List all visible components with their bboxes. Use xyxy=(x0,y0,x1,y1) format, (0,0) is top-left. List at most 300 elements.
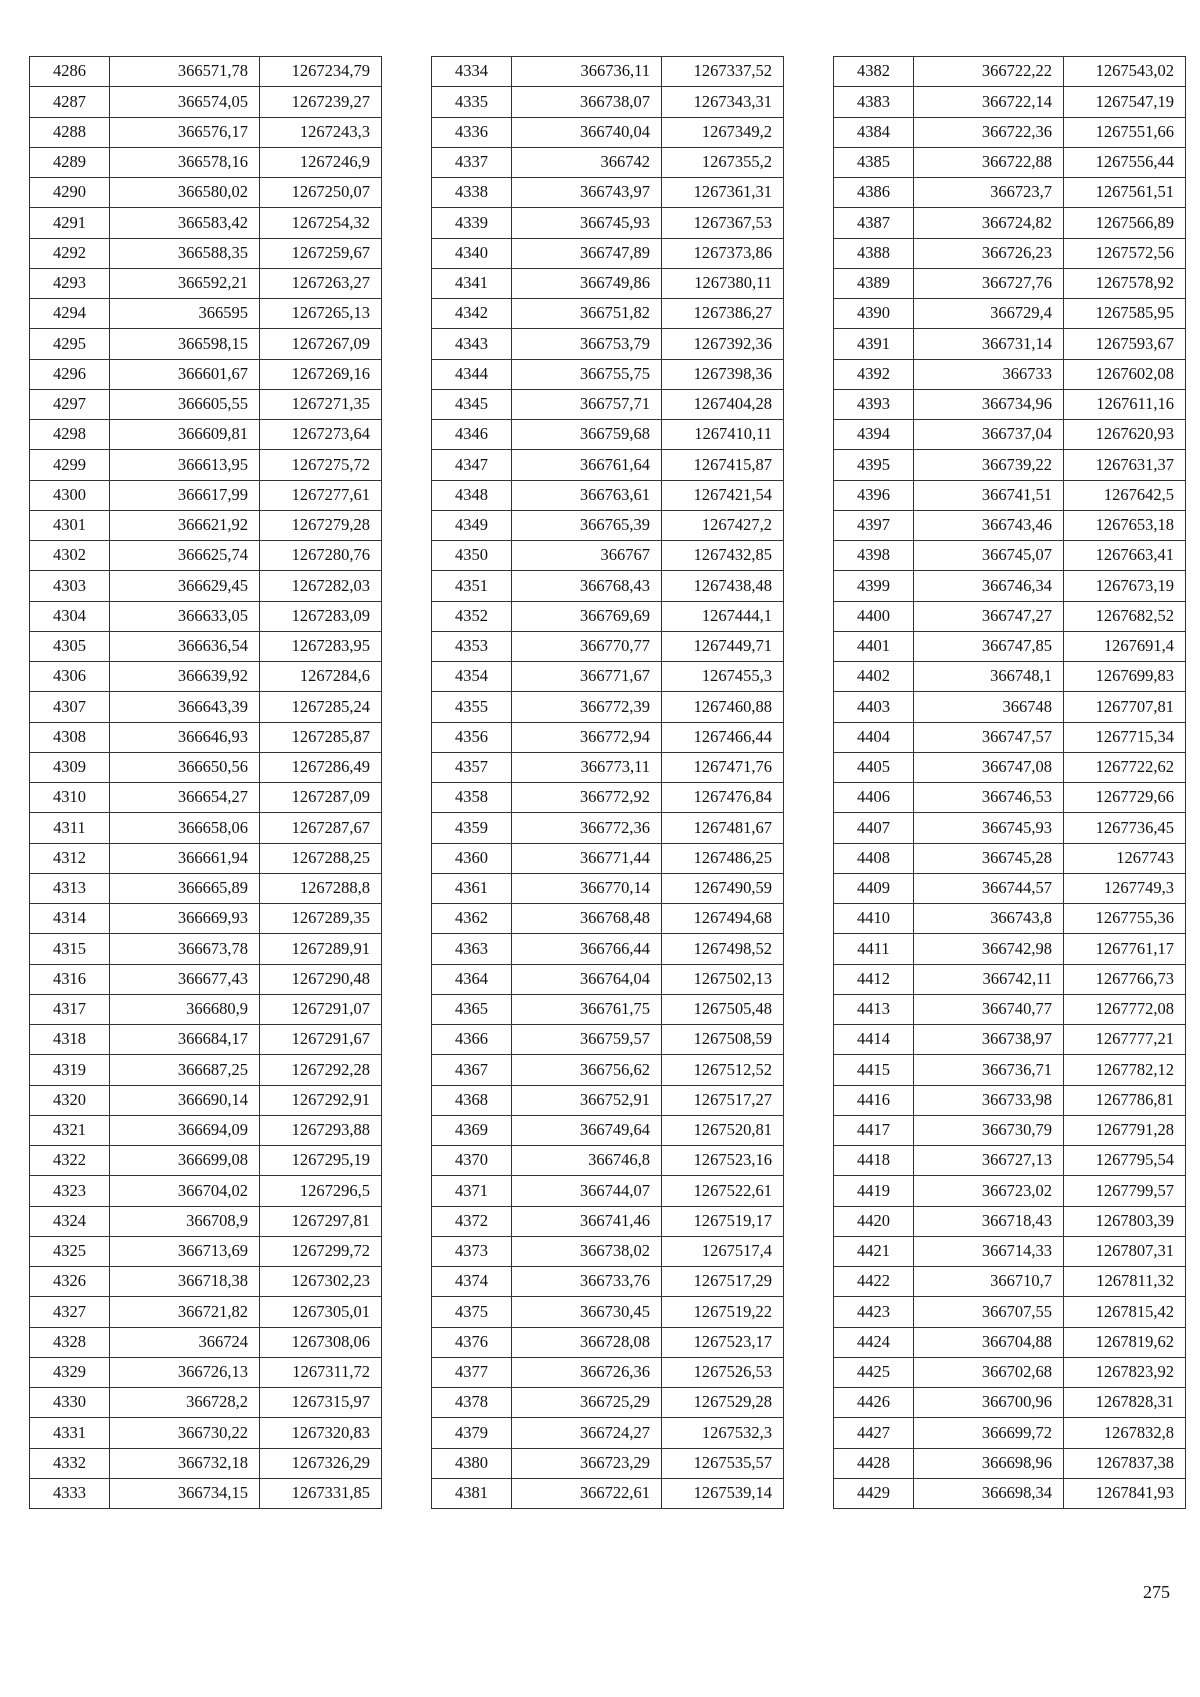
table-row xyxy=(834,571,1186,601)
y-coordinate-cell: 1267736,45 xyxy=(1064,813,1186,843)
x-coordinate-cell: 366767 xyxy=(512,541,662,571)
y-coordinate-cell: 1267520,81 xyxy=(662,1115,784,1145)
y-coordinate-cell: 1267578,92 xyxy=(1064,268,1186,298)
x-coordinate-cell: 366576,17 xyxy=(110,117,260,147)
table-row xyxy=(30,329,382,359)
y-coordinate-cell: 1267277,61 xyxy=(260,480,382,510)
y-coordinate-cell: 1267243,3 xyxy=(260,117,382,147)
x-coordinate-cell: 366677,43 xyxy=(110,964,260,994)
table-row xyxy=(834,1297,1186,1327)
table-row xyxy=(30,1085,382,1115)
x-coordinate-cell: 366731,14 xyxy=(914,329,1064,359)
x-coordinate-cell: 366738,07 xyxy=(512,87,662,117)
x-coordinate-cell: 366756,62 xyxy=(512,1055,662,1085)
table-row xyxy=(834,601,1186,631)
table-row xyxy=(432,692,784,722)
point-number-cell: 4345 xyxy=(432,389,512,419)
table-row xyxy=(834,480,1186,510)
x-coordinate-cell: 366738,02 xyxy=(512,1236,662,1266)
x-coordinate-cell: 366636,54 xyxy=(110,631,260,661)
point-number-cell: 4306 xyxy=(30,662,110,692)
table-row xyxy=(30,450,382,480)
point-number-cell: 4378 xyxy=(432,1388,512,1418)
point-number-cell: 4419 xyxy=(834,1176,914,1206)
point-number-cell: 4325 xyxy=(30,1236,110,1266)
point-number-cell: 4332 xyxy=(30,1448,110,1478)
table-row xyxy=(30,662,382,692)
y-coordinate-cell: 1267292,28 xyxy=(260,1055,382,1085)
y-coordinate-cell: 1267254,32 xyxy=(260,208,382,238)
point-number-cell: 4370 xyxy=(432,1146,512,1176)
point-number-cell: 4321 xyxy=(30,1115,110,1145)
table-row xyxy=(432,57,784,87)
table-row xyxy=(30,994,382,1024)
table-row xyxy=(30,1327,382,1357)
x-coordinate-cell: 366699,08 xyxy=(110,1146,260,1176)
x-coordinate-cell: 366724 xyxy=(110,1327,260,1357)
point-number-cell: 4388 xyxy=(834,238,914,268)
x-coordinate-cell: 366743,97 xyxy=(512,178,662,208)
table-row xyxy=(834,631,1186,661)
y-coordinate-cell: 1267275,72 xyxy=(260,450,382,480)
x-coordinate-cell: 366752,91 xyxy=(512,1085,662,1115)
point-number-cell: 4380 xyxy=(432,1448,512,1478)
x-coordinate-cell: 366730,79 xyxy=(914,1115,1064,1145)
x-coordinate-cell: 366661,94 xyxy=(110,843,260,873)
y-coordinate-cell: 1267593,67 xyxy=(1064,329,1186,359)
point-number-cell: 4403 xyxy=(834,692,914,722)
table-row xyxy=(432,1388,784,1418)
x-coordinate-cell: 366588,35 xyxy=(110,238,260,268)
table-row xyxy=(834,783,1186,813)
point-number-cell: 4398 xyxy=(834,541,914,571)
point-number-cell: 4422 xyxy=(834,1267,914,1297)
point-number-cell: 4313 xyxy=(30,873,110,903)
table-row xyxy=(432,843,784,873)
y-coordinate-cell: 1267523,17 xyxy=(662,1327,784,1357)
y-coordinate-cell: 1267308,06 xyxy=(260,1327,382,1357)
x-coordinate-cell: 366722,61 xyxy=(512,1478,662,1508)
point-number-cell: 4379 xyxy=(432,1418,512,1448)
y-coordinate-cell: 1267561,51 xyxy=(1064,178,1186,208)
table-row xyxy=(834,813,1186,843)
table-row xyxy=(834,692,1186,722)
table-row xyxy=(30,1115,382,1145)
table-row xyxy=(30,57,382,87)
point-number-cell: 4371 xyxy=(432,1176,512,1206)
point-number-cell: 4353 xyxy=(432,631,512,661)
table-row xyxy=(30,299,382,329)
y-coordinate-cell: 1267343,31 xyxy=(662,87,784,117)
x-coordinate-cell: 366755,75 xyxy=(512,359,662,389)
point-number-cell: 4372 xyxy=(432,1206,512,1236)
y-coordinate-cell: 1267707,81 xyxy=(1064,692,1186,722)
x-coordinate-cell: 366759,57 xyxy=(512,1025,662,1055)
y-coordinate-cell: 1267421,54 xyxy=(662,480,784,510)
table-row xyxy=(30,147,382,177)
x-coordinate-cell: 366583,42 xyxy=(110,208,260,238)
point-number-cell: 4293 xyxy=(30,268,110,298)
table-row xyxy=(432,329,784,359)
y-coordinate-cell: 1267367,53 xyxy=(662,208,784,238)
point-number-cell: 4358 xyxy=(432,783,512,813)
point-number-cell: 4406 xyxy=(834,783,914,813)
point-number-cell: 4366 xyxy=(432,1025,512,1055)
x-coordinate-cell: 366768,48 xyxy=(512,904,662,934)
y-coordinate-cell: 1267532,3 xyxy=(662,1418,784,1448)
x-coordinate-cell: 366725,29 xyxy=(512,1388,662,1418)
table-row xyxy=(432,480,784,510)
point-number-cell: 4301 xyxy=(30,510,110,540)
x-coordinate-cell: 366745,28 xyxy=(914,843,1064,873)
x-coordinate-cell: 366728,08 xyxy=(512,1327,662,1357)
y-coordinate-cell: 1267287,09 xyxy=(260,783,382,813)
y-coordinate-cell: 1267410,11 xyxy=(662,420,784,450)
point-number-cell: 4335 xyxy=(432,87,512,117)
y-coordinate-cell: 1267476,84 xyxy=(662,783,784,813)
y-coordinate-cell: 1267432,85 xyxy=(662,541,784,571)
y-coordinate-cell: 1267673,19 xyxy=(1064,571,1186,601)
table-row xyxy=(432,1055,784,1085)
point-number-cell: 4356 xyxy=(432,722,512,752)
x-coordinate-cell: 366734,96 xyxy=(914,389,1064,419)
y-coordinate-cell: 1267471,76 xyxy=(662,752,784,782)
y-coordinate-cell: 1267267,09 xyxy=(260,329,382,359)
y-coordinate-cell: 1267288,25 xyxy=(260,843,382,873)
point-number-cell: 4394 xyxy=(834,420,914,450)
point-number-cell: 4286 xyxy=(30,57,110,87)
x-coordinate-cell: 366746,34 xyxy=(914,571,1064,601)
point-number-cell: 4396 xyxy=(834,480,914,510)
point-number-cell: 4296 xyxy=(30,359,110,389)
point-number-cell: 4374 xyxy=(432,1267,512,1297)
y-coordinate-cell: 1267766,73 xyxy=(1064,964,1186,994)
table-row xyxy=(30,389,382,419)
table-row xyxy=(834,1448,1186,1478)
y-coordinate-cell: 1267292,91 xyxy=(260,1085,382,1115)
x-coordinate-cell: 366673,78 xyxy=(110,934,260,964)
x-coordinate-cell: 366773,11 xyxy=(512,752,662,782)
point-number-cell: 4376 xyxy=(432,1327,512,1357)
x-coordinate-cell: 366771,44 xyxy=(512,843,662,873)
x-coordinate-cell: 366665,89 xyxy=(110,873,260,903)
table-row xyxy=(834,994,1186,1024)
y-coordinate-cell: 1267326,29 xyxy=(260,1448,382,1478)
point-number-cell: 4392 xyxy=(834,359,914,389)
y-coordinate-cell: 1267490,59 xyxy=(662,873,784,903)
y-coordinate-cell: 1267535,57 xyxy=(662,1448,784,1478)
point-number-cell: 4409 xyxy=(834,873,914,903)
point-number-cell: 4414 xyxy=(834,1025,914,1055)
point-number-cell: 4342 xyxy=(432,299,512,329)
y-coordinate-cell: 1267841,93 xyxy=(1064,1478,1186,1508)
y-coordinate-cell: 1267386,27 xyxy=(662,299,784,329)
table-row xyxy=(834,420,1186,450)
y-coordinate-cell: 1267795,54 xyxy=(1064,1146,1186,1176)
y-coordinate-cell: 1267285,24 xyxy=(260,692,382,722)
point-number-cell: 4377 xyxy=(432,1357,512,1387)
point-number-cell: 4338 xyxy=(432,178,512,208)
point-number-cell: 4428 xyxy=(834,1448,914,1478)
table-row xyxy=(432,571,784,601)
table-row xyxy=(432,1176,784,1206)
y-coordinate-cell: 1267283,95 xyxy=(260,631,382,661)
x-coordinate-cell: 366726,36 xyxy=(512,1357,662,1387)
y-coordinate-cell: 1267566,89 xyxy=(1064,208,1186,238)
table-row xyxy=(30,1236,382,1266)
table-row xyxy=(432,117,784,147)
y-coordinate-cell: 1267271,35 xyxy=(260,389,382,419)
x-coordinate-cell: 366745,93 xyxy=(914,813,1064,843)
x-coordinate-cell: 366707,55 xyxy=(914,1297,1064,1327)
x-coordinate-cell: 366741,51 xyxy=(914,480,1064,510)
x-coordinate-cell: 366684,17 xyxy=(110,1025,260,1055)
x-coordinate-cell: 366742,11 xyxy=(914,964,1064,994)
table-row xyxy=(30,904,382,934)
point-number-cell: 4287 xyxy=(30,87,110,117)
table-row xyxy=(432,994,784,1024)
y-coordinate-cell: 1267355,2 xyxy=(662,147,784,177)
x-coordinate-cell: 366748,1 xyxy=(914,662,1064,692)
table-row xyxy=(432,1085,784,1115)
point-number-cell: 4307 xyxy=(30,692,110,722)
x-coordinate-cell: 366654,27 xyxy=(110,783,260,813)
x-coordinate-cell: 366571,78 xyxy=(110,57,260,87)
x-coordinate-cell: 366729,4 xyxy=(914,299,1064,329)
table-row xyxy=(834,299,1186,329)
y-coordinate-cell: 1267799,57 xyxy=(1064,1176,1186,1206)
y-coordinate-cell: 1267398,36 xyxy=(662,359,784,389)
table-row xyxy=(30,208,382,238)
point-number-cell: 4316 xyxy=(30,964,110,994)
x-coordinate-cell: 366747,57 xyxy=(914,722,1064,752)
x-coordinate-cell: 366700,96 xyxy=(914,1388,1064,1418)
y-coordinate-cell: 1267286,49 xyxy=(260,752,382,782)
point-number-cell: 4295 xyxy=(30,329,110,359)
point-number-cell: 4305 xyxy=(30,631,110,661)
point-number-cell: 4297 xyxy=(30,389,110,419)
y-coordinate-cell: 1267265,13 xyxy=(260,299,382,329)
table-row xyxy=(30,752,382,782)
table-row xyxy=(834,1357,1186,1387)
x-coordinate-cell: 366744,57 xyxy=(914,873,1064,903)
point-number-cell: 4375 xyxy=(432,1297,512,1327)
table-row xyxy=(834,147,1186,177)
y-coordinate-cell: 1267380,11 xyxy=(662,268,784,298)
x-coordinate-cell: 366727,13 xyxy=(914,1146,1064,1176)
point-number-cell: 4355 xyxy=(432,692,512,722)
x-coordinate-cell: 366728,2 xyxy=(110,1388,260,1418)
x-coordinate-cell: 366746,8 xyxy=(512,1146,662,1176)
point-number-cell: 4327 xyxy=(30,1297,110,1327)
point-number-cell: 4333 xyxy=(30,1478,110,1508)
point-number-cell: 4415 xyxy=(834,1055,914,1085)
y-coordinate-cell: 1267803,39 xyxy=(1064,1206,1186,1236)
table-row xyxy=(432,631,784,661)
table-row xyxy=(432,752,784,782)
point-number-cell: 4416 xyxy=(834,1085,914,1115)
x-coordinate-cell: 366613,95 xyxy=(110,450,260,480)
y-coordinate-cell: 1267234,79 xyxy=(260,57,382,87)
y-coordinate-cell: 1267289,35 xyxy=(260,904,382,934)
point-number-cell: 4417 xyxy=(834,1115,914,1145)
table-row xyxy=(834,873,1186,903)
table-row xyxy=(432,601,784,631)
table-row xyxy=(30,934,382,964)
x-coordinate-cell: 366753,79 xyxy=(512,329,662,359)
x-coordinate-cell: 366722,22 xyxy=(914,57,1064,87)
y-coordinate-cell: 1267505,48 xyxy=(662,994,784,1024)
x-coordinate-cell: 366721,82 xyxy=(110,1297,260,1327)
point-number-cell: 4386 xyxy=(834,178,914,208)
table-row xyxy=(432,359,784,389)
table-row xyxy=(834,1085,1186,1115)
y-coordinate-cell: 1267653,18 xyxy=(1064,510,1186,540)
point-number-cell: 4401 xyxy=(834,631,914,661)
x-coordinate-cell: 366770,77 xyxy=(512,631,662,661)
table-row xyxy=(30,541,382,571)
y-coordinate-cell: 1267293,88 xyxy=(260,1115,382,1145)
point-number-cell: 4425 xyxy=(834,1357,914,1387)
point-number-cell: 4309 xyxy=(30,752,110,782)
point-number-cell: 4322 xyxy=(30,1146,110,1176)
point-number-cell: 4334 xyxy=(432,57,512,87)
table-row xyxy=(432,420,784,450)
table-row xyxy=(834,1055,1186,1085)
x-coordinate-cell: 366733,76 xyxy=(512,1267,662,1297)
x-coordinate-cell: 366629,45 xyxy=(110,571,260,601)
x-coordinate-cell: 366751,82 xyxy=(512,299,662,329)
x-coordinate-cell: 366694,09 xyxy=(110,1115,260,1145)
x-coordinate-cell: 366690,14 xyxy=(110,1085,260,1115)
point-number-cell: 4373 xyxy=(432,1236,512,1266)
y-coordinate-cell: 1267761,17 xyxy=(1064,934,1186,964)
y-coordinate-cell: 1267290,48 xyxy=(260,964,382,994)
point-number-cell: 4357 xyxy=(432,752,512,782)
point-number-cell: 4331 xyxy=(30,1418,110,1448)
x-coordinate-cell: 366738,97 xyxy=(914,1025,1064,1055)
table-row xyxy=(30,722,382,752)
x-coordinate-cell: 366772,94 xyxy=(512,722,662,752)
x-coordinate-cell: 366737,04 xyxy=(914,420,1064,450)
y-coordinate-cell: 1267486,25 xyxy=(662,843,784,873)
table-row xyxy=(432,299,784,329)
x-coordinate-cell: 366739,22 xyxy=(914,450,1064,480)
x-coordinate-cell: 366761,75 xyxy=(512,994,662,1024)
table-row xyxy=(834,843,1186,873)
point-number-cell: 4411 xyxy=(834,934,914,964)
table-row xyxy=(834,1478,1186,1508)
point-number-cell: 4424 xyxy=(834,1327,914,1357)
x-coordinate-cell: 366617,99 xyxy=(110,480,260,510)
x-coordinate-cell: 366714,33 xyxy=(914,1236,1064,1266)
x-coordinate-cell: 366702,68 xyxy=(914,1357,1064,1387)
point-number-cell: 4330 xyxy=(30,1388,110,1418)
y-coordinate-cell: 1267749,3 xyxy=(1064,873,1186,903)
x-coordinate-cell: 366578,16 xyxy=(110,147,260,177)
point-number-cell: 4418 xyxy=(834,1146,914,1176)
point-number-cell: 4294 xyxy=(30,299,110,329)
point-number-cell: 4320 xyxy=(30,1085,110,1115)
point-number-cell: 4429 xyxy=(834,1478,914,1508)
x-coordinate-cell: 366772,39 xyxy=(512,692,662,722)
x-coordinate-cell: 366609,81 xyxy=(110,420,260,450)
y-coordinate-cell: 1267297,81 xyxy=(260,1206,382,1236)
table-row xyxy=(432,722,784,752)
x-coordinate-cell: 366704,02 xyxy=(110,1176,260,1206)
y-coordinate-cell: 1267722,62 xyxy=(1064,752,1186,782)
point-number-cell: 4351 xyxy=(432,571,512,601)
y-coordinate-cell: 1267455,3 xyxy=(662,662,784,692)
table-row xyxy=(30,813,382,843)
x-coordinate-cell: 366718,38 xyxy=(110,1267,260,1297)
point-number-cell: 4399 xyxy=(834,571,914,601)
point-number-cell: 4393 xyxy=(834,389,914,419)
point-number-cell: 4323 xyxy=(30,1176,110,1206)
table-row xyxy=(834,57,1186,87)
x-coordinate-cell: 366650,56 xyxy=(110,752,260,782)
x-coordinate-cell: 366723,29 xyxy=(512,1448,662,1478)
x-coordinate-cell: 366772,92 xyxy=(512,783,662,813)
y-coordinate-cell: 1267772,08 xyxy=(1064,994,1186,1024)
table-row xyxy=(432,510,784,540)
y-coordinate-cell: 1267522,61 xyxy=(662,1176,784,1206)
x-coordinate-cell: 366724,82 xyxy=(914,208,1064,238)
x-coordinate-cell: 366730,45 xyxy=(512,1297,662,1327)
x-coordinate-cell: 366601,67 xyxy=(110,359,260,389)
y-coordinate-cell: 1267837,38 xyxy=(1064,1448,1186,1478)
table-row xyxy=(30,1267,382,1297)
x-coordinate-cell: 366722,88 xyxy=(914,147,1064,177)
point-number-cell: 4315 xyxy=(30,934,110,964)
y-coordinate-cell: 1267460,88 xyxy=(662,692,784,722)
y-coordinate-cell: 1267415,87 xyxy=(662,450,784,480)
table-row xyxy=(432,873,784,903)
y-coordinate-cell: 1267620,93 xyxy=(1064,420,1186,450)
point-number-cell: 4360 xyxy=(432,843,512,873)
x-coordinate-cell: 366764,04 xyxy=(512,964,662,994)
table-row xyxy=(30,510,382,540)
point-number-cell: 4400 xyxy=(834,601,914,631)
point-number-cell: 4389 xyxy=(834,268,914,298)
point-number-cell: 4344 xyxy=(432,359,512,389)
point-number-cell: 4328 xyxy=(30,1327,110,1357)
table-row xyxy=(834,934,1186,964)
coordinate-table-1 xyxy=(29,56,382,1509)
x-coordinate-cell: 366722,36 xyxy=(914,117,1064,147)
point-number-cell: 4427 xyxy=(834,1418,914,1448)
x-coordinate-cell: 366595 xyxy=(110,299,260,329)
table-row xyxy=(432,813,784,843)
point-number-cell: 4339 xyxy=(432,208,512,238)
point-number-cell: 4362 xyxy=(432,904,512,934)
point-number-cell: 4308 xyxy=(30,722,110,752)
y-coordinate-cell: 1267373,86 xyxy=(662,238,784,268)
point-number-cell: 4423 xyxy=(834,1297,914,1327)
point-number-cell: 4343 xyxy=(432,329,512,359)
table-row xyxy=(834,904,1186,934)
table-row xyxy=(432,904,784,934)
x-coordinate-cell: 366745,93 xyxy=(512,208,662,238)
y-coordinate-cell: 1267361,31 xyxy=(662,178,784,208)
x-coordinate-cell: 366759,68 xyxy=(512,420,662,450)
y-coordinate-cell: 1267791,28 xyxy=(1064,1115,1186,1145)
table-row xyxy=(834,541,1186,571)
y-coordinate-cell: 1267611,16 xyxy=(1064,389,1186,419)
table-row xyxy=(30,1055,382,1085)
x-coordinate-cell: 366747,08 xyxy=(914,752,1064,782)
y-coordinate-cell: 1267543,02 xyxy=(1064,57,1186,87)
